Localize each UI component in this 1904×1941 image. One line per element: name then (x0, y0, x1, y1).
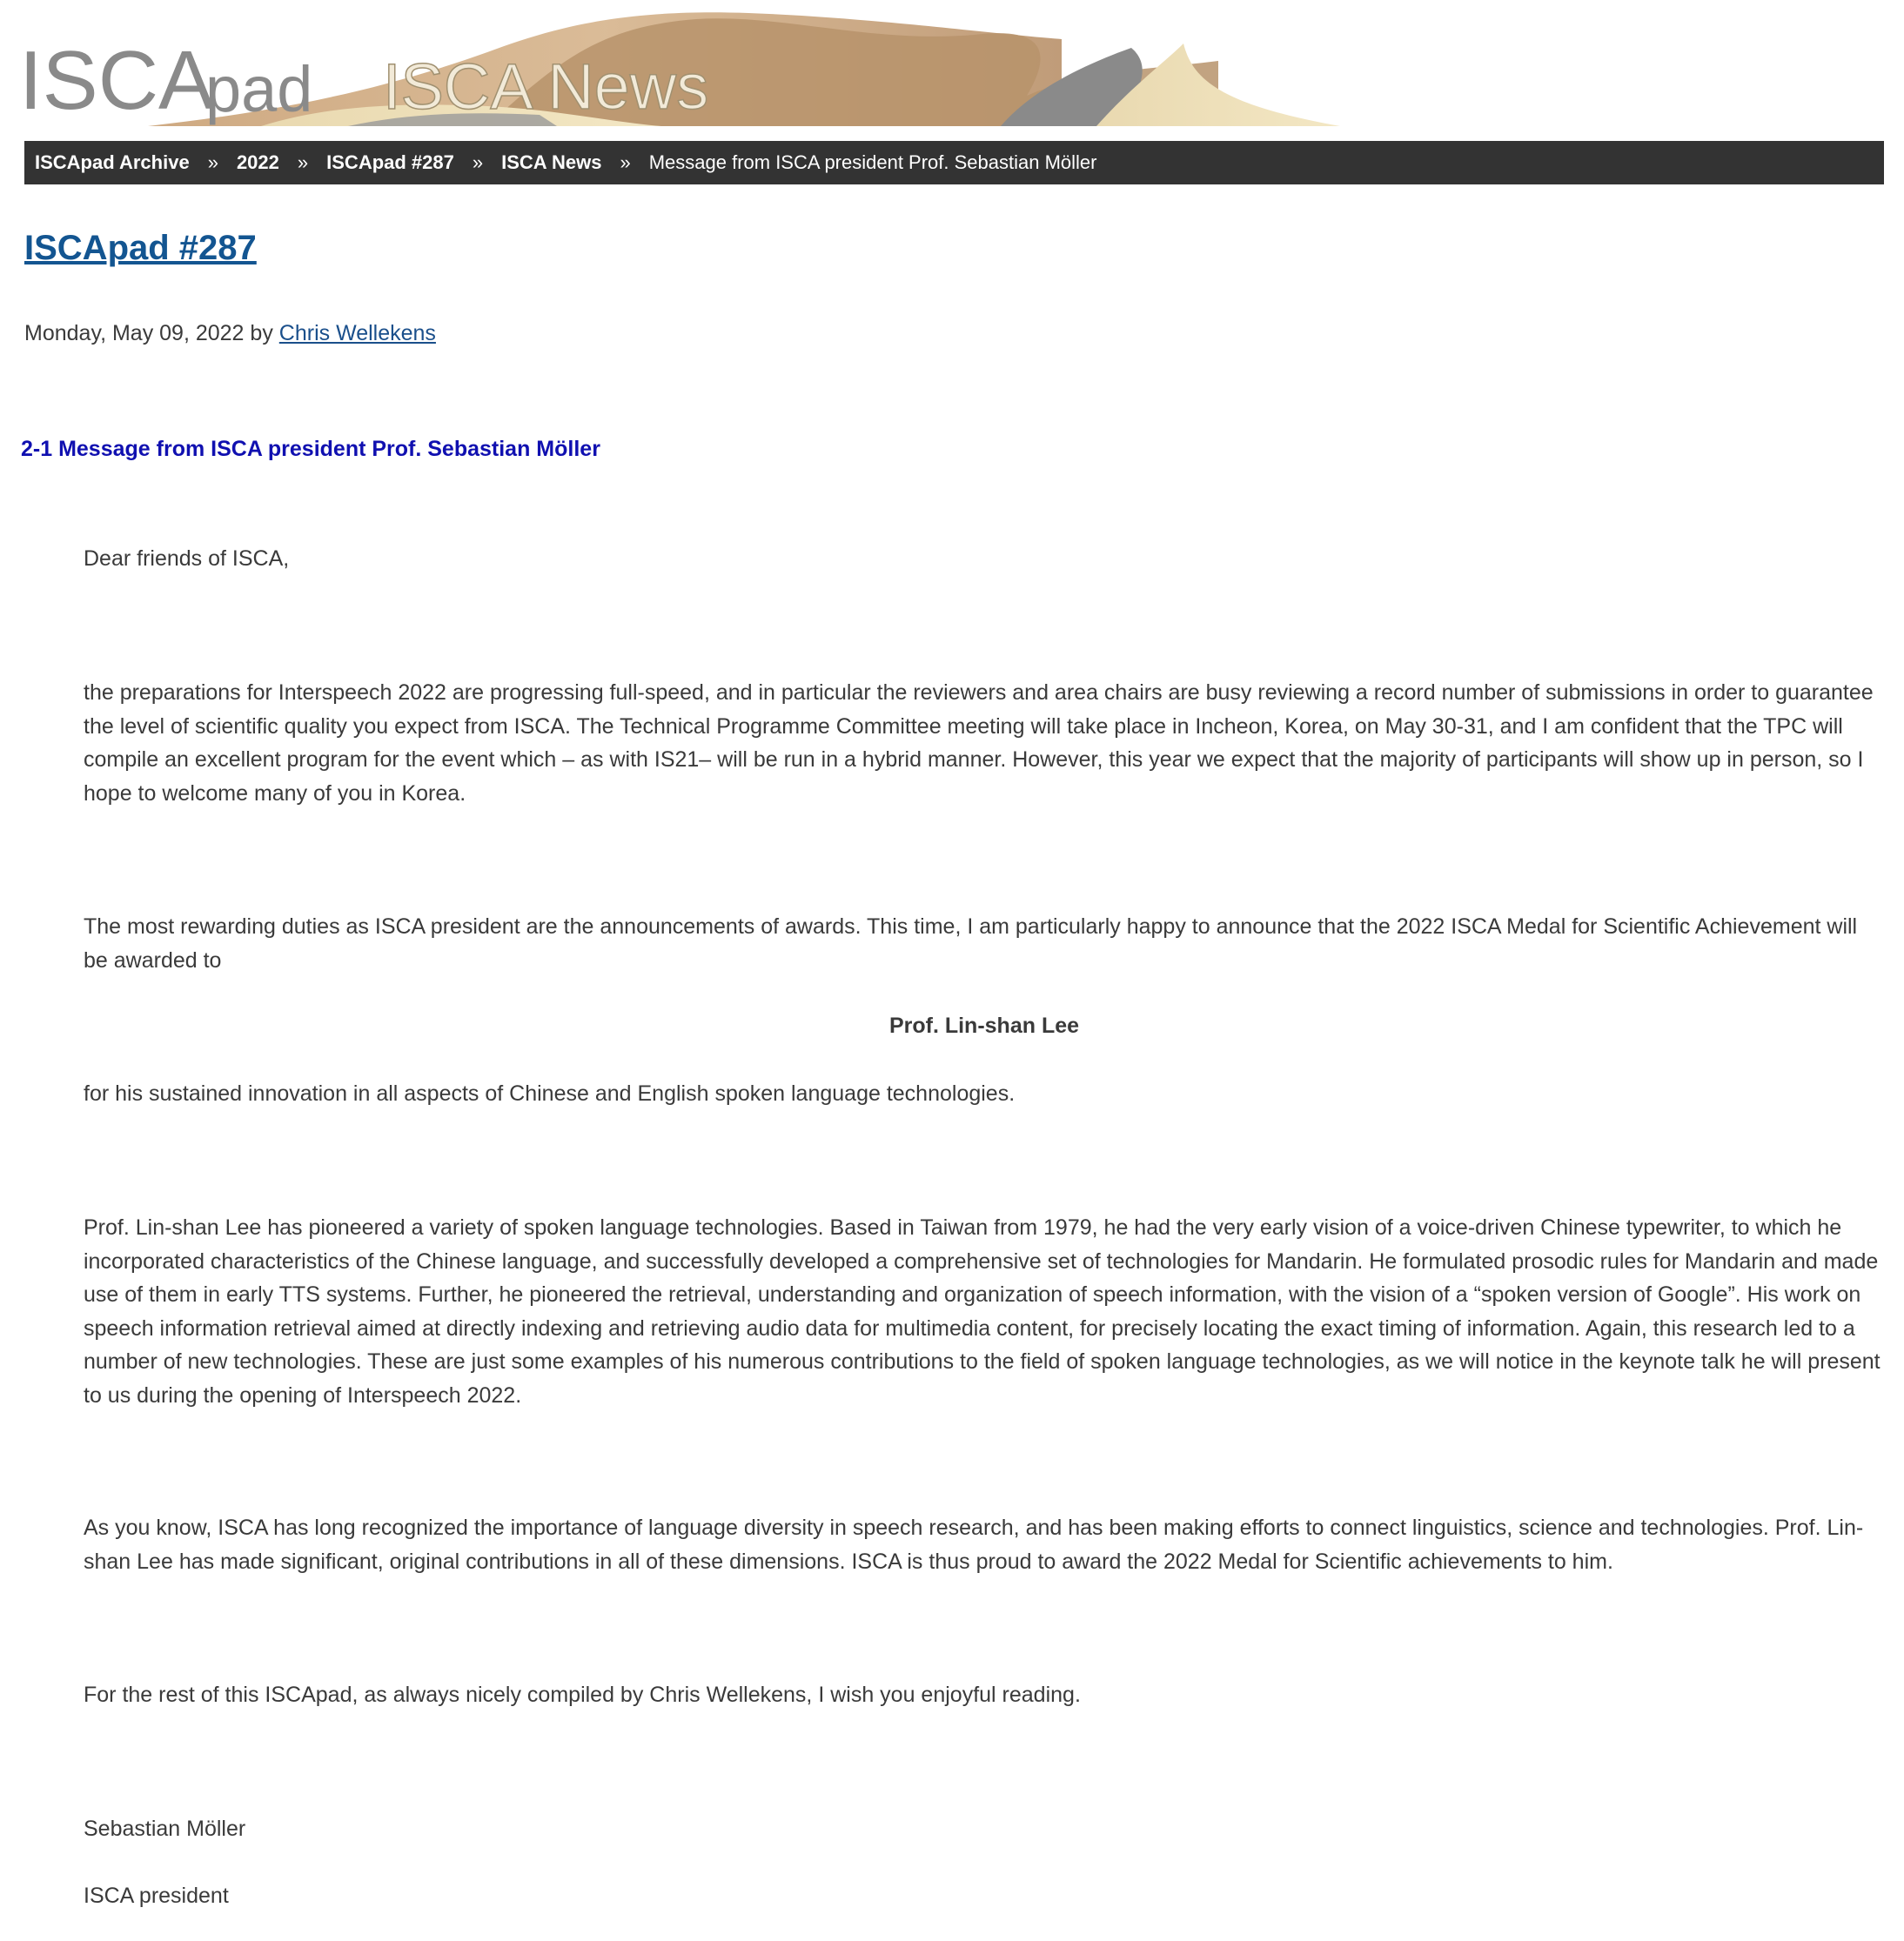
letter-paragraph-3: for his sustained innovation in all aspects of Chinese and English spoken language technologies. (84, 1081, 1016, 1106)
breadcrumb-news-link[interactable]: ISCA News (501, 151, 602, 173)
letter-greeting: Dear friends of ISCA, (84, 546, 290, 571)
letter-paragraph-6: For the rest of this ISCApad, as always nicely compiled by Chris Wellekens, I wish you enjoyful reading. (84, 1683, 1081, 1707)
breadcrumb-current: Message from ISCA president Prof. Sebastian Möller (648, 151, 1097, 173)
logo-pad-text: pad (205, 53, 313, 125)
letter-paragraph-4: Prof. Lin-shan Lee has pioneered a variety of spoken language technologies. Based in Taiwan from 1979, he had the very early vision of a voice-driven Chinese typewriter, to which he incorporated characteristics of the Chinese language, and successfully developed a comprehensive set of technologies for Mandarin. He formulated prosodic rules for Mandarin and made use of them in early TTS systems. Further, he pioneered the retrieval, understanding and organization of speech information, with the vision of a “spoken version of Google”. His work on speech information retrieval aimed at directly indexing and retrieving audio data for multimedia content, for precisely locating the exact timing of information. Again, this research led to a number of new technologies. These are just some examples of his numerous contributions to the field of spoken language technologies, as we will notice in the keynote talk he will present to us during the opening of Interspeech 2022. (84, 1215, 1881, 1408)
letter-signature: Sebastian Möller (84, 1817, 246, 1841)
awardee-name: Prof. Lin-shan Lee (888, 1014, 1080, 1038)
letter-paragraph-2: The most rewarding duties as ISCA president are the announcements of awards. This time, I am particularly happy to announce that the 2022 ISCA Medal for Scientific Achievement will be awarded to (84, 914, 1858, 973)
banner-tagline: ISCA News (383, 50, 709, 123)
author-link[interactable]: Chris Wellekens (278, 321, 436, 345)
letter-paragraph-5: As you know, ISCA has long recognized the importance of language diversity in speech research, and has been making efforts to connect linguistics, science and technologies. Prof. Lin-shan Lee has made significant, original contributions in all of these dimensions. ISCA is thus proud to award the 2022 Medal for Scientific achievements to him. (84, 1516, 1864, 1574)
site-banner[interactable] (0, 0, 1340, 131)
breadcrumb (24, 141, 1884, 184)
letter-signature-role: ISCA president (84, 1884, 229, 1908)
breadcrumb-separator: » (472, 151, 484, 173)
post-date: Monday, May 09, 2022 by (24, 321, 273, 345)
breadcrumb-archive-link[interactable]: ISCApad Archive (35, 151, 190, 173)
breadcrumb-year-link[interactable]: 2022 (236, 151, 279, 173)
breadcrumb-separator: » (207, 151, 218, 173)
section-heading: 2-1 Message from ISCA president Prof. Sebastian Möller (21, 437, 600, 461)
page-title-link[interactable]: ISCApad #287 (24, 229, 257, 267)
isca-pad-logo (0, 0, 1340, 131)
logo-isca-text: ISCA (19, 34, 215, 127)
post-byline (24, 321, 436, 346)
letter-paragraph-1: the preparations for Interspeech 2022 are progressing full-speed, and in particular the reviewers and area chairs are busy reviewing a record number of submissions in order to guarantee the level of scientific quality you expect from ISCA. The Technical Programme Committee meeting will take place in Incheon, Korea, on May 30-31, and I am confident that the TPC will compile an excellent program for the event which – as with IS21– will be run in a hybrid manner. However, this year we expect that the majority of participants will show up in person, so I hope to welcome many of you in Korea. (84, 680, 1874, 806)
breadcrumb-issue-link[interactable]: ISCApad #287 (326, 151, 454, 173)
breadcrumb-separator: » (297, 151, 309, 173)
breadcrumb-separator: » (620, 151, 631, 173)
